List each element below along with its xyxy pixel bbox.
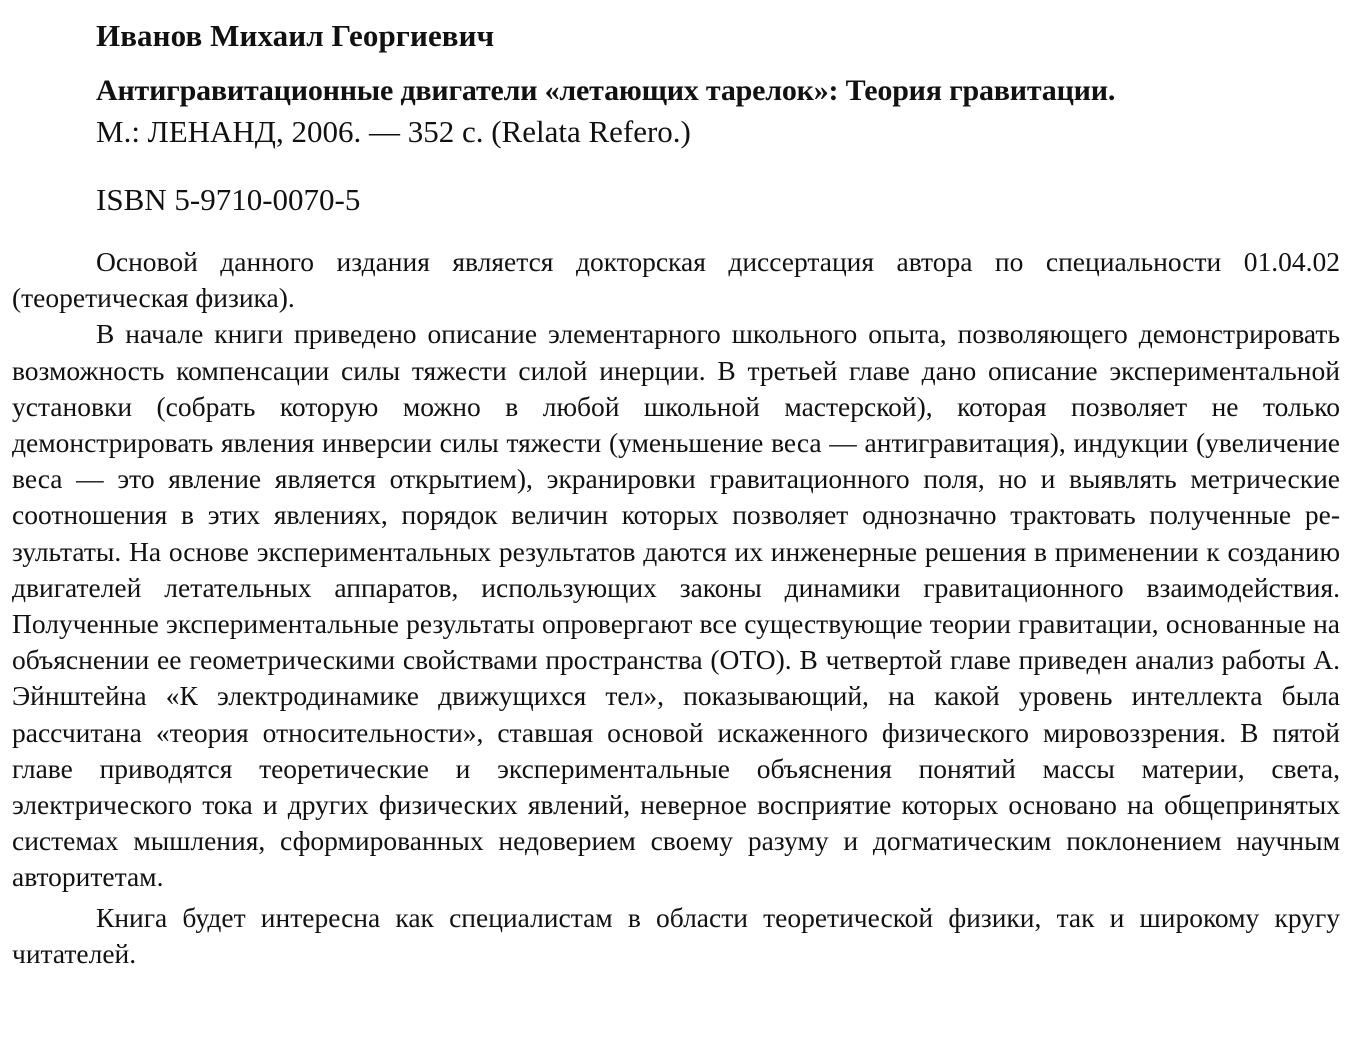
book-title: Антигравитационные двигатели «летающих тарелок»: Теория гравитации. (96, 74, 1116, 107)
isbn-number: ISBN 5-9710-0070-5 (96, 182, 361, 217)
annotation-paragraph: Книга будет интересна как специалистам в области теоретической физики, так и широкому кругу читателей. (12, 901, 1340, 969)
annotation-paragraph: В начале книги приведено описание элементарного школьного опыта, позволяющего демонстрировать возможность компенсации силы тяжести силой инерции. В третьей главе дано описание экспериментальной установки (собрать которую можно в любой школьной мастерской), которая позволяет не только демонстрировать явления инверсии силы тяжести (уменьшение веса — антигравитация), индукции (увеличение веса — это явление является открытием), экранировки гравитационного поля, но и выявлять метрические соотношения в этих явлениях, порядок величин которых позволяет однозначно трактовать полученные результаты. На основе экспериментальных результатов даются их инженерные решения в применении к созданию двигателей летательных аппаратов, использующих законы динамики гравитационного взаимодействия. Полученные экспериментальные результаты опровергают все существующие теории гравитации, основанные на объяснении ее геометрическими свойствами пространства (ОТО). В четвертой главе приведен анализ работы А. Эйнштейна «К электродинамике движущихся тел», показывающий, на какой уровень интеллекта была рассчитана «теория относительности», ставшая основой искаженного физического мировоззрения. В пятой главе приводятся теоретические и экспериментальные объяснения понятий массы материи, света, электрического тока и других физических явлений, неверное восприятие которых основано на общепринятых системах мышления, сформированных недоверием своему разуму и догматическим поклонением научным авторитетам. (12, 318, 1340, 893)
publication-info: М.: ЛЕНАНД, 2006. — 352 с. (Relata Refero.) (96, 114, 691, 149)
author-name: Иванов Михаил Георгиевич (96, 18, 495, 53)
annotation-paragraph: Основой данного издания является докторская диссертация автора по специальности 01.04.02 (теоретическая физика). (12, 246, 1340, 314)
annotation-body (12, 244, 1340, 972)
